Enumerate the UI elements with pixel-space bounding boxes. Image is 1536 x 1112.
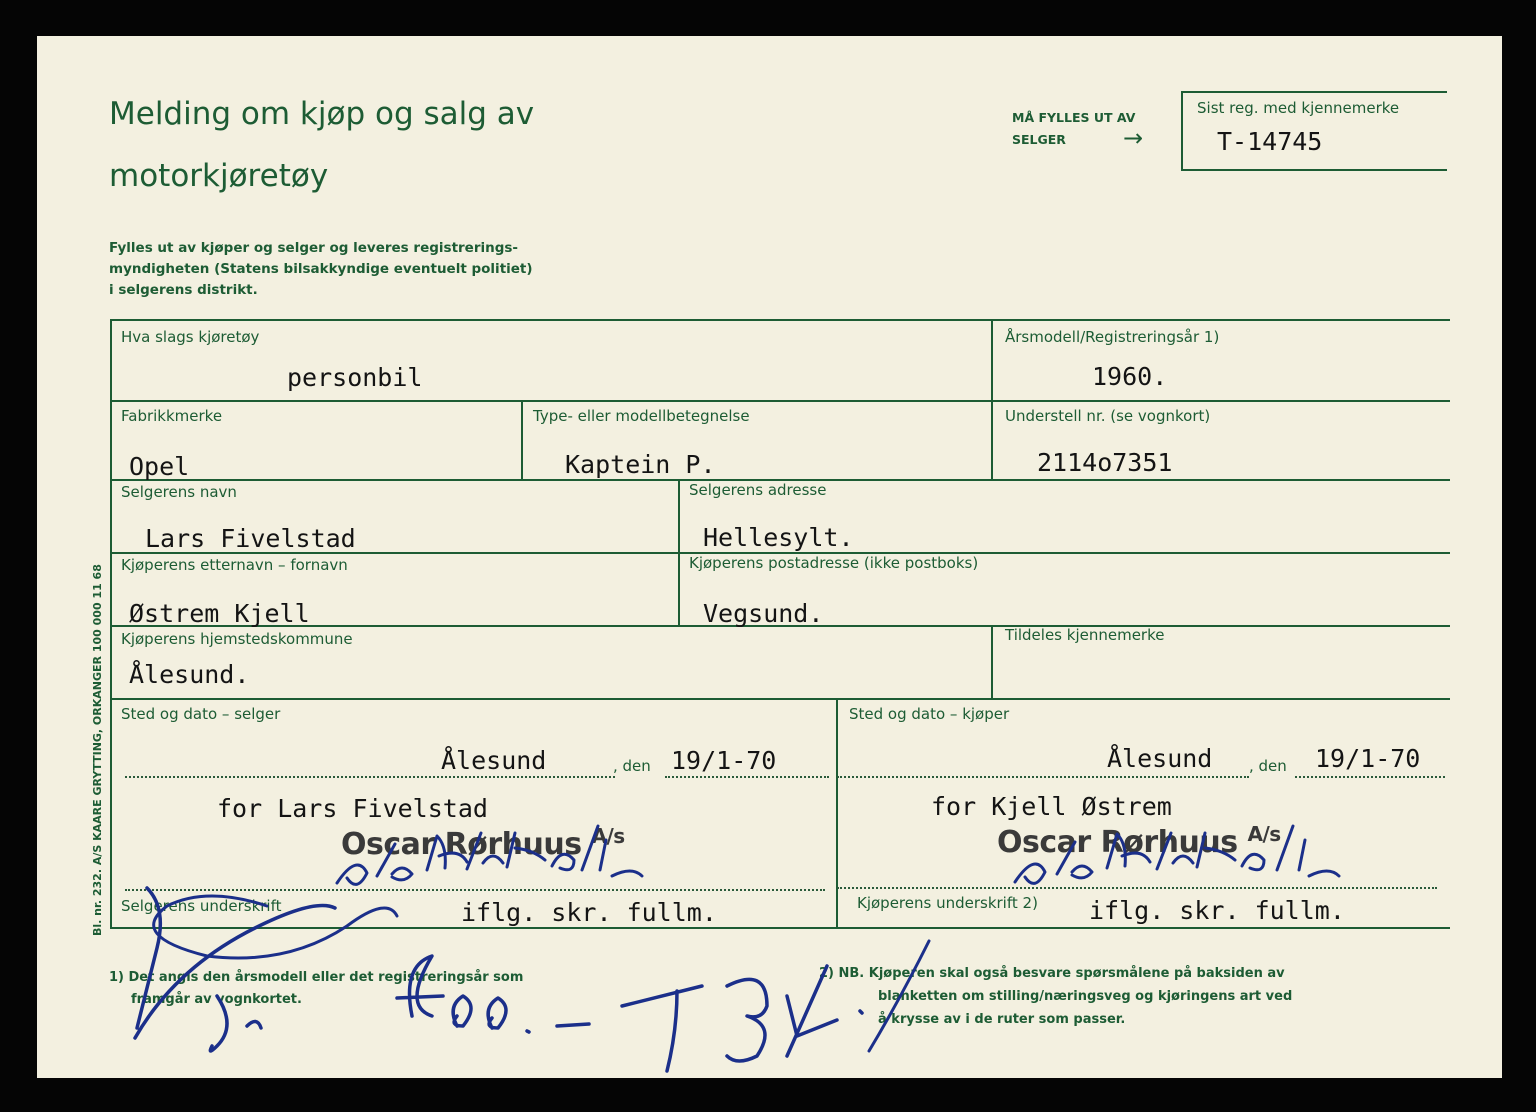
stamp-suffix: A/s <box>591 824 625 848</box>
form-title-line1: Melding om kjøp og salg av <box>109 96 535 132</box>
chassis-value: 2114o7351 <box>1037 448 1173 477</box>
buyer-sig-label: Kjøperens underskrift 2) <box>857 894 1038 912</box>
buyer-name-label: Kjøperens etternavn – fornavn <box>121 556 348 574</box>
seller-fullm: iflg. skr. fullm. <box>461 898 717 927</box>
assigned-plate-label: Tildeles kjennemerke <box>1005 626 1165 644</box>
vehicle-type-label: Hva slags kjøretøy <box>121 328 260 346</box>
ma-fylles-line1: MÅ FYLLES UT AV <box>1012 110 1136 125</box>
footnote2-line3: å krysse av i de ruter som passer. <box>878 1012 1126 1027</box>
buyer-municipality-label: Kjøperens hjemstedskommune <box>121 630 353 648</box>
make-label: Fabrikkmerke <box>121 407 223 425</box>
seller-place: Ålesund <box>441 746 547 775</box>
chassis-label: Understell nr. (se vognkort) <box>1005 407 1211 425</box>
form-number-side-text: Bl. nr. 232. A/S KAARE GRYTTING, ORKANGER 100 000 11 68 <box>91 564 104 936</box>
stamp-suffix: A/s <box>1247 822 1281 846</box>
buyer-address-value: Vegsund. <box>703 599 824 628</box>
model-value: Kaptein P. <box>565 450 716 479</box>
seller-date: 19/1-70 <box>671 746 777 775</box>
seller-signature-ink <box>337 826 642 884</box>
reg-value: T-14745 <box>1217 127 1323 156</box>
vehicle-type-value: personbil <box>287 363 423 392</box>
buyer-place-date-label: Sted og dato – kjøper <box>849 705 1010 723</box>
buyer-company-stamp: Oscar Rørhuus $^{A/s}$ <box>997 822 1281 860</box>
handwritten-note-ink <box>135 888 862 1071</box>
seller-name-label: Selgerens navn <box>121 483 237 501</box>
seller-name-value: Lars Fivelstad <box>145 524 356 553</box>
model-label: Type- eller modellbetegnelse <box>533 407 750 425</box>
reg-label: Sist reg. med kjennemerke <box>1197 99 1400 117</box>
handwriting-layer <box>37 36 1502 1078</box>
footnote1-line1: 1) Det angis den årsmodell eller det registreringsår som <box>109 970 524 985</box>
make-value: Opel <box>129 452 190 481</box>
ma-fylles-line2: SELGER <box>1012 132 1066 147</box>
form-paper <box>37 36 1502 1078</box>
seller-company-stamp: Oscar Rørhuus $^{A/s}$ <box>341 824 625 862</box>
buyer-fullm: iflg. skr. fullm. <box>1089 896 1345 925</box>
seller-address-value: Hellesylt. <box>703 523 854 552</box>
handwritten-squiggle-ink <box>154 896 397 958</box>
model-year-label: Årsmodell/Registreringsår 1) <box>1005 328 1220 346</box>
buyer-place: Ålesund <box>1107 744 1213 773</box>
seller-den: , den <box>613 757 651 775</box>
instructions-line2: myndigheten (Statens bilsakkyndige eventuelt politiet) <box>109 261 533 277</box>
handwritten-slash-ink <box>869 941 929 1051</box>
instructions-line3: i selgerens distrikt. <box>109 282 258 298</box>
buyer-den: , den <box>1249 757 1287 775</box>
arrow-right-icon: → <box>1123 124 1144 152</box>
footnote2-line2: blanketten om stilling/næringsveg og kjøringens art ved <box>878 989 1293 1004</box>
buyer-signature-ink <box>1015 826 1339 883</box>
buyer-for-line: for Kjell Østrem <box>931 792 1172 821</box>
buyer-date: 19/1-70 <box>1315 744 1421 773</box>
seller-address-label: Selgerens adresse <box>689 481 827 499</box>
seller-for-line: for Lars Fivelstad <box>217 794 488 823</box>
buyer-name-value: Østrem Kjell <box>129 599 310 628</box>
seller-sig-label: Selgerens underskrift <box>121 897 282 915</box>
footnote2-line1: 2) NB. Kjøperen skal også besvare spørsmålene på baksiden av <box>819 966 1285 981</box>
seller-place-date-label: Sted og dato – selger <box>121 705 281 723</box>
instructions-line1: Fylles ut av kjøper og selger og leveres registrerings- <box>109 240 519 256</box>
footnote1-line2: framgår av vognkortet. <box>131 992 302 1007</box>
model-year-value: 1960. <box>1092 362 1168 391</box>
form-title-line2: motorkjøretøy <box>109 158 329 194</box>
buyer-address-label: Kjøperens postadresse (ikke postboks) <box>689 554 979 572</box>
buyer-municipality-value: Ålesund. <box>129 660 250 689</box>
